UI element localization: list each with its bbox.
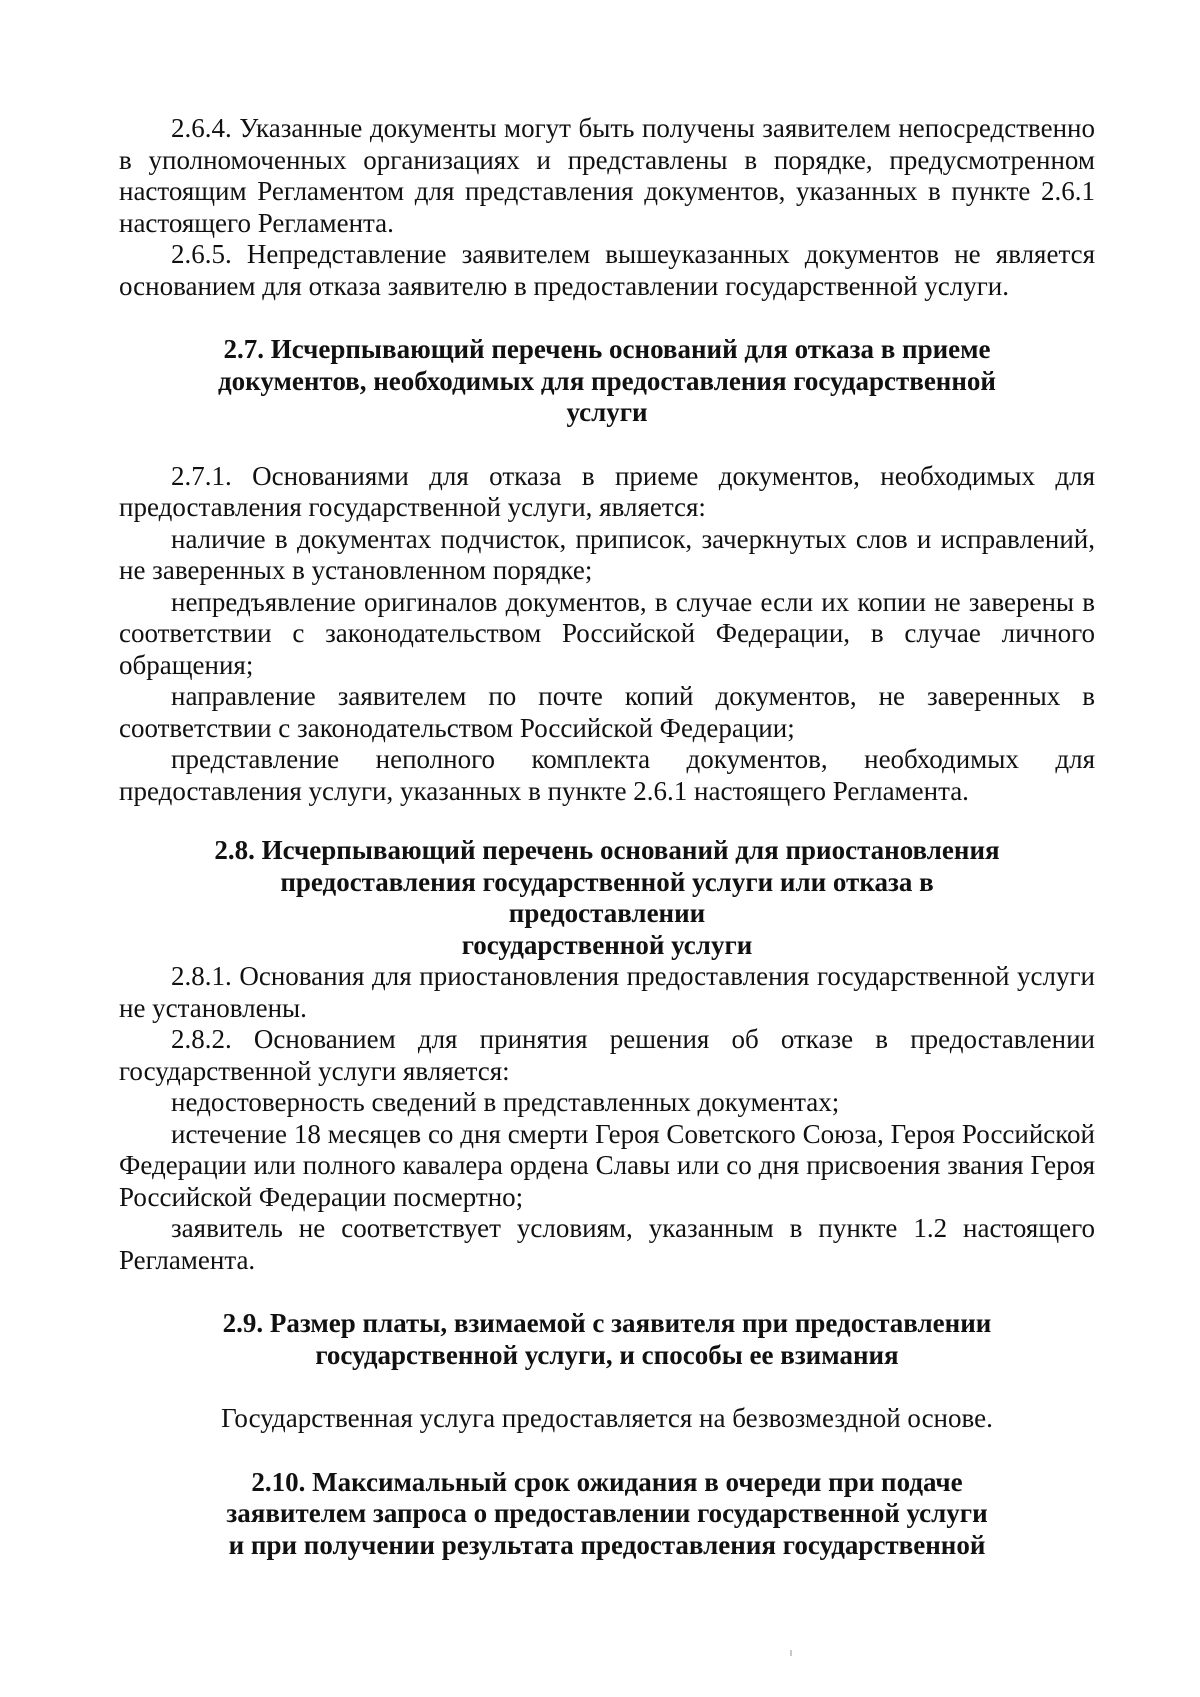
heading-2-7-line-3: услуги: [566, 397, 648, 427]
heading-2-7: [119, 334, 1095, 429]
heading-2-10: [119, 1467, 1095, 1562]
heading-2-10-line-1: 2.10. Максимальный срок ожидания в очереди при подаче: [251, 1466, 963, 1497]
list-item-2-7-1-d: представление неполного комплекта документов, необходимых для предоставления услуги, указанных в пункте 2.6.1 настоящего Регламента.: [119, 744, 1095, 806]
document-body: [119, 113, 1095, 1561]
heading-2-9-line-2: государственной услуги, и способы ее взимания: [315, 1339, 899, 1370]
heading-2-10-line-3: и при получении результата предоставления государственной: [228, 1529, 986, 1560]
scan-speck: [790, 1650, 792, 1656]
heading-2-8-line-3: государственной услуги: [461, 929, 753, 960]
heading-2-7-line-2: документов, необходимых для предоставления государственной: [218, 365, 996, 396]
heading-2-9: [119, 1308, 1095, 1371]
heading-2-7-line-1: 2.7. Исчерпывающий перечень оснований для отказа в приеме: [223, 334, 991, 364]
list-item-2-8-2-c: заявитель не соответствует условиям, указанным в пункте 1.2 настоящего Регламента.: [119, 1213, 1095, 1275]
heading-2-10-line-2: заявителем запроса о предоставлении государственной услуги: [226, 1498, 988, 1528]
heading-2-8-line-2: предоставления государственной услуги или отказа в предоставлении: [280, 866, 934, 928]
list-item-2-7-1-b: непредъявление оригиналов документов, в случае если их копии не заверены в соответствии с законодательством Российской Федерации, в случае личного обращения;: [119, 586, 1095, 680]
paragraph-2-7-1: 2.7.1. Основаниями для отказа в приеме документов, необходимых для предоставления государственной услуги, является:: [119, 460, 1095, 522]
list-item-2-7-1-a: наличие в документах подчисток, приписок, зачеркнутых слов и исправлений, не заверенных в установленном порядке;: [119, 523, 1095, 585]
list-item-2-8-2-b: истечение 18 месяцев со дня смерти Героя Советского Союза, Героя Российской Федерации или полного кавалера ордена Славы или со дня присвоения звания Героя Российской Федерации посмертно;: [119, 1118, 1095, 1212]
heading-2-8: [119, 835, 1095, 961]
list-item-2-8-2-a: недостоверность сведений в представленных документах;: [171, 1087, 840, 1117]
paragraph-2-8-1: 2.8.1. Основания для приостановления предоставления государственной услуги не установлены.: [119, 961, 1095, 1023]
paragraph-2-6-5: 2.6.5. Непредставление заявителем вышеуказанных документов не является основанием для отказа заявителю в предоставлении государственной услуги.: [119, 239, 1095, 301]
heading-2-8-line-1: 2.8. Исчерпывающий перечень оснований для приостановления: [214, 835, 1000, 865]
heading-2-9-line-1: 2.9. Размер платы, взимаемой с заявителя при предоставлении: [222, 1308, 992, 1338]
list-item-2-7-1-c: направление заявителем по почте копий документов, не заверенных в соответствии с законодательством Российской Федерации;: [119, 681, 1095, 743]
paragraph-2-6-4: 2.6.4. Указанные документы могут быть получены заявителем непосредственно в уполномоченных организациях и представлены в порядке, предусмотренном настоящим Регламентом для представления документов, указанных в пункте 2.6.1 настоящего Регламента.: [119, 113, 1095, 238]
paragraph-2-8-2: 2.8.2. Основанием для принятия решения об отказе в предоставлении государственной услуги является:: [119, 1024, 1095, 1086]
paragraph-2-9: Государственная услуга предоставляется на безвозмездной основе.: [221, 1403, 993, 1433]
